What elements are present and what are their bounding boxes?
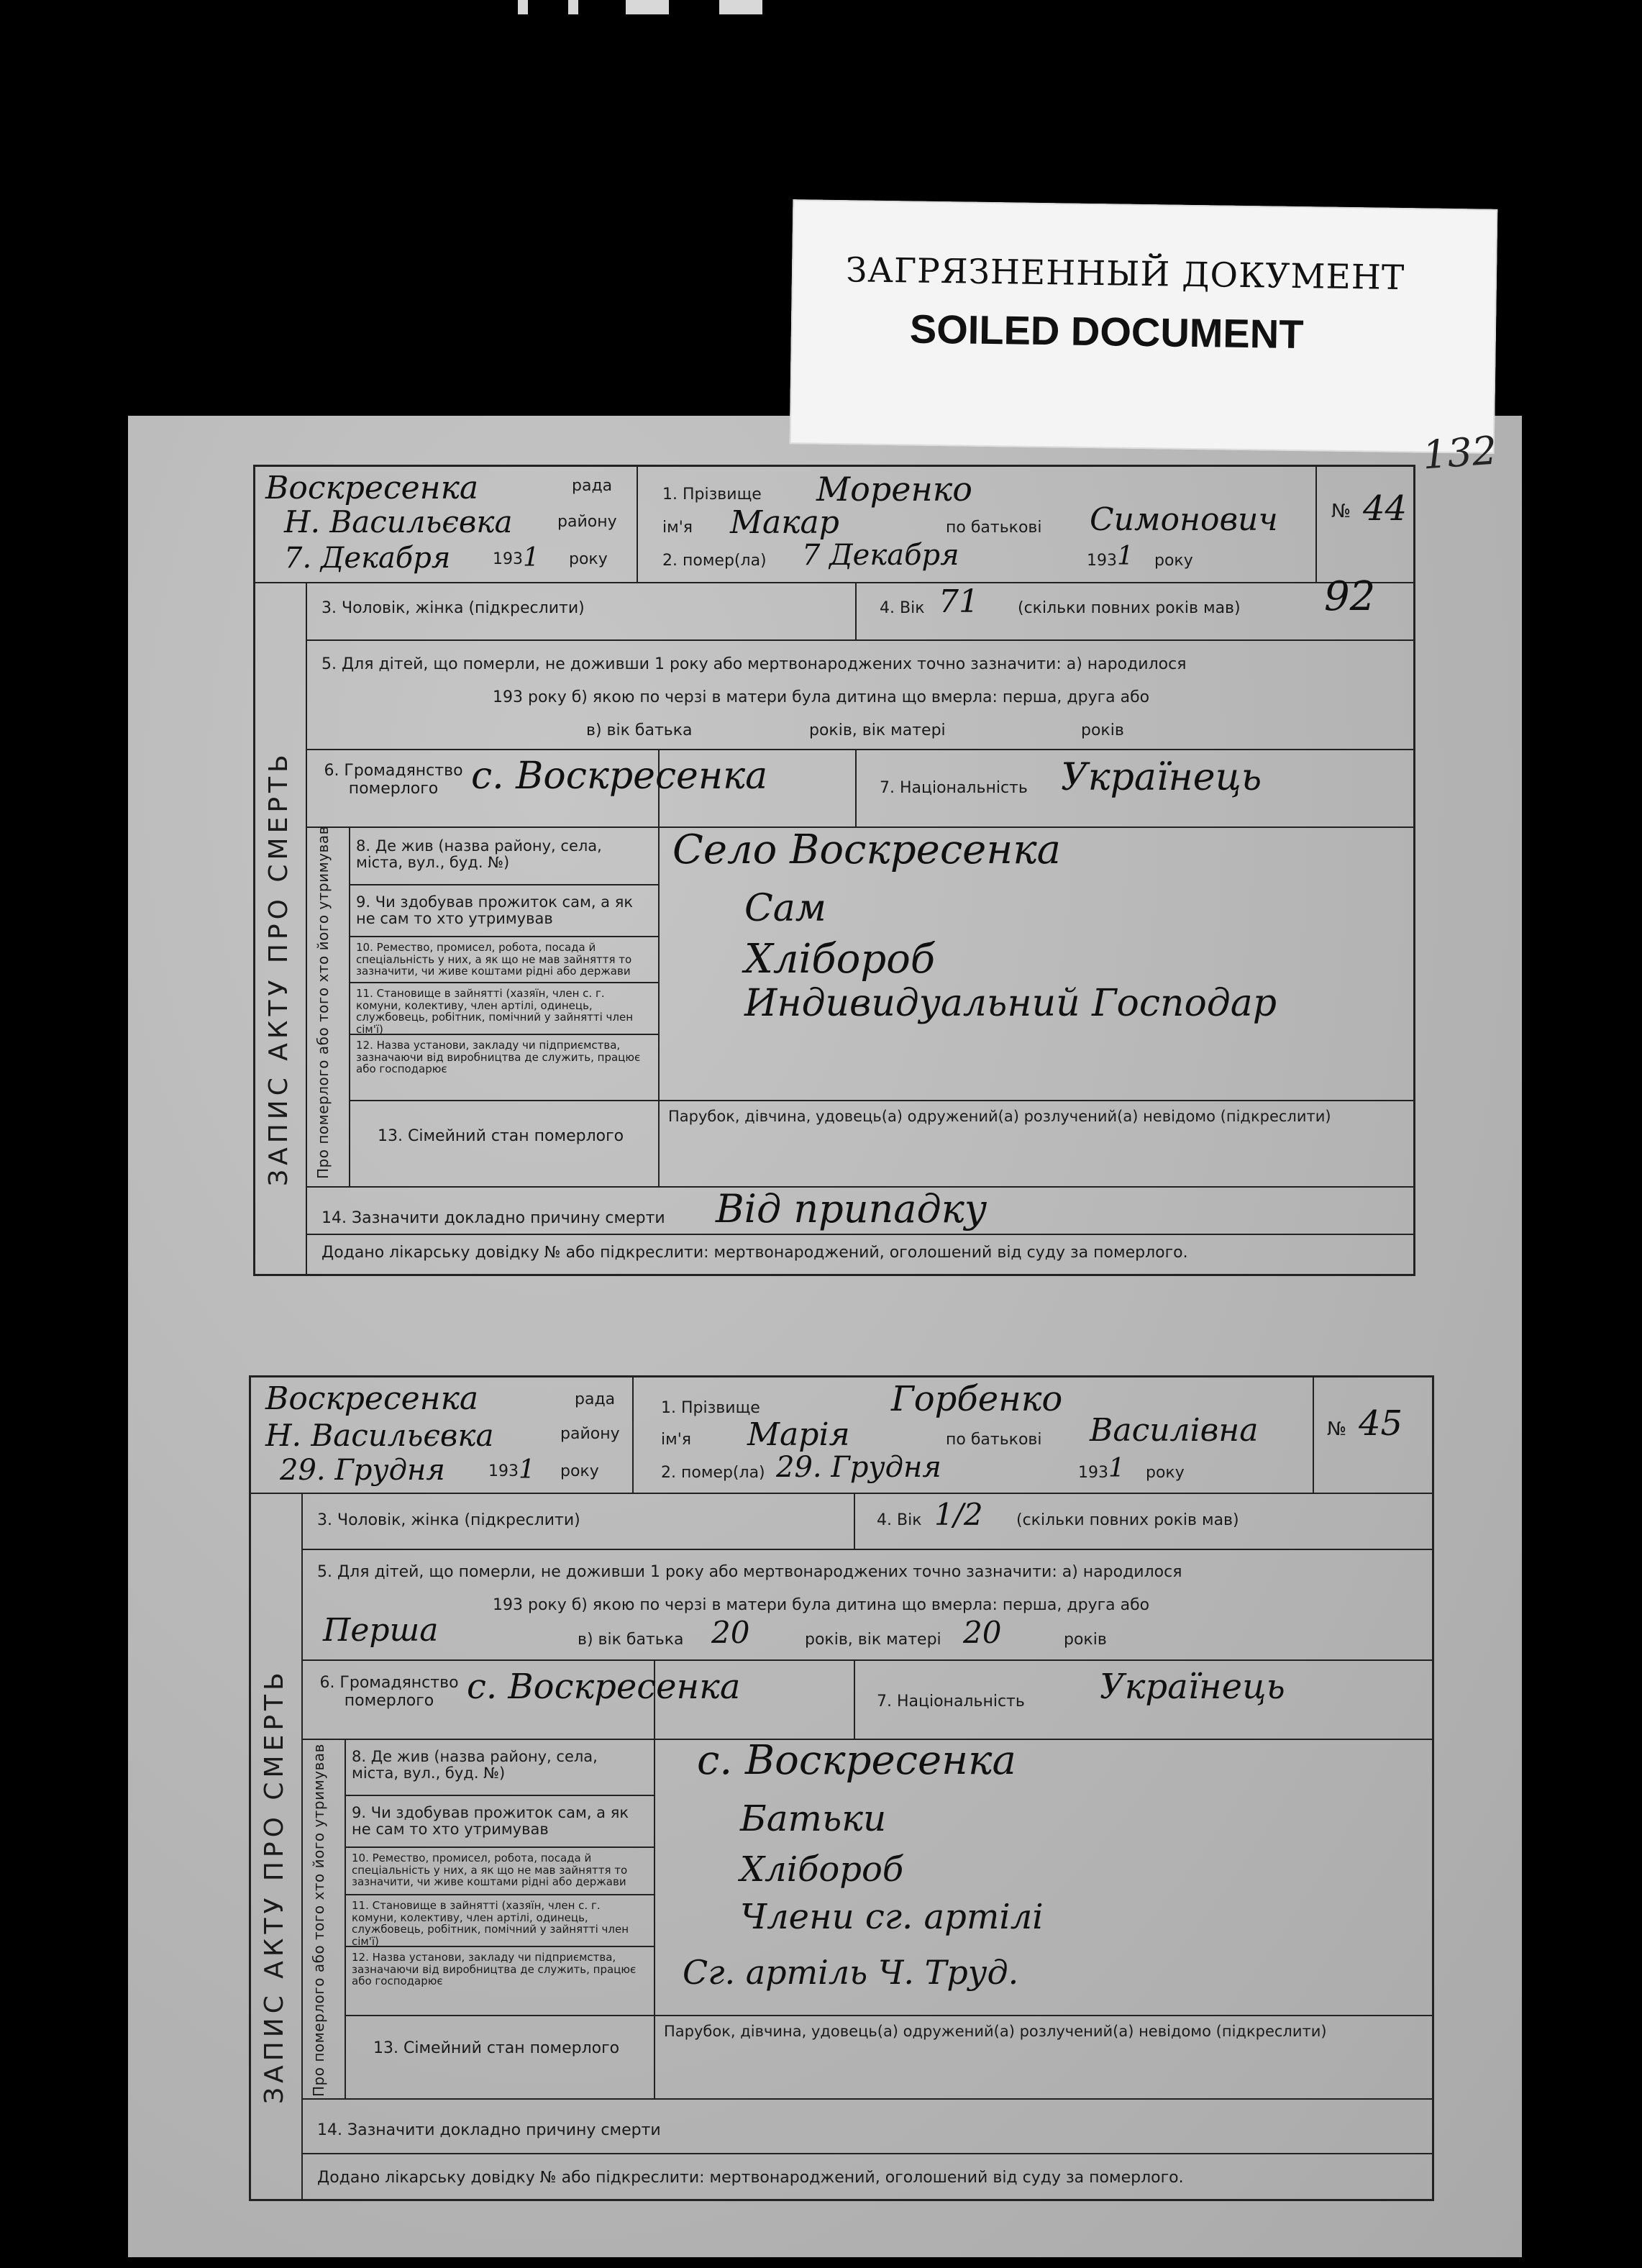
years-end-label: років: [1064, 1631, 1107, 1649]
q14-label: 14. Зазначити докладно причину смерти: [317, 2121, 661, 2139]
vertical-title: ЗАПИС АКТУ ПРО СМЕРТЬ: [260, 1668, 289, 2104]
father-age-value: 20: [711, 1615, 750, 1650]
surname-value: Моренко: [816, 470, 972, 509]
age-note: (скільки повних років мав): [1018, 599, 1241, 617]
death-year-suffix: року: [1154, 552, 1193, 570]
citizenship-value: с. Воскресенка: [467, 1667, 741, 1707]
age-label: 4. Вік: [877, 1511, 922, 1529]
surname-value: Горбенко: [891, 1379, 1063, 1419]
children-line3: в) вік батька: [586, 721, 693, 739]
death-date-value: 29. Грудня: [776, 1451, 941, 1484]
livelihood-value: Батьки: [740, 1798, 887, 1839]
raion-value: Н. Васильєвка: [284, 504, 513, 539]
rada-value: Воскресенка: [265, 1380, 479, 1417]
vertical-side-label: Про померлого або того хто його утримував: [310, 1744, 327, 2097]
children-line1: 5. Для дітей, що померли, не доживши 1 року або мертвонароджених точно зазначити: а) народилося: [317, 1563, 1182, 1581]
children-line2: 193 року б) якою по черзі в матери була дитина що вмерла: перша, друга або: [493, 688, 1150, 706]
nationality-label: 7. Національність: [880, 779, 1028, 797]
death-year-suffix: року: [1146, 1464, 1185, 1482]
years-label: років, вік матері: [805, 1631, 941, 1649]
children-line2: 193 року б) якою по черзі в матери була дитина що вмерла: перша, друга або: [493, 1596, 1150, 1614]
age-value: 1/2: [934, 1497, 983, 1532]
q11-label: 11. Становище в зайнятті (хазяїн, член с. г. комуни, колективу, член артілі, одинець, службовець, робітник, помічний у зайнятті член сім'ї): [356, 987, 634, 1036]
citizenship-value: с. Воскресенка: [471, 755, 768, 798]
nationality-label: 7. Національність: [877, 1693, 1025, 1711]
edge-marks: [518, 0, 777, 16]
patronymic-label: по батькові: [946, 519, 1042, 537]
died-label: 2. помер(ла): [662, 552, 767, 570]
number-sign: №: [1331, 501, 1351, 522]
q13-label: 13. Сімейний стан померлого: [373, 2039, 620, 2057]
citizenship-label: 6. Громадянство померлого: [324, 762, 463, 798]
patronymic-value: Симонович: [1090, 501, 1278, 538]
patronymic-label: по батькові: [946, 1431, 1042, 1449]
q10-label: 10. Ремество, промисел, робота, посада й спеціальність у них, а як що не мав зайняття то зазначити, чи живе коштами рідні або держави: [352, 1852, 628, 1888]
reg-year-digit: 1: [519, 1455, 535, 1485]
age-value: 71: [939, 583, 979, 620]
record-number: 44: [1363, 488, 1408, 529]
rada-label: рада: [575, 1390, 616, 1408]
status-value: Члени сг. артілі: [740, 1897, 1044, 1937]
death-year-prefix: 193: [1078, 1464, 1108, 1482]
q9-label: 9. Чи здобував прожиток сам, а як не сам то хто утримував: [356, 893, 634, 928]
reg-year-suffix: року: [560, 1462, 599, 1480]
death-year-prefix: 193: [1087, 552, 1117, 570]
status-value: Индивидуальний Господар: [744, 982, 1277, 1025]
number-sign: №: [1327, 1418, 1347, 1440]
occupation-value: Хлібороб: [744, 936, 936, 983]
name-label: ім'я: [662, 519, 693, 537]
soiled-label-en: SOILED DOCUMENT: [909, 306, 1304, 357]
q13-options: Парубок, дівчина, удовець(а) одружений(а) розлучений(а) невідомо (підкреслити): [668, 1108, 1331, 1125]
years-end-label: років: [1081, 721, 1124, 739]
sheet-number: 132: [1420, 427, 1499, 478]
cause-value: Від припадку: [716, 1186, 988, 1231]
q14-label: 14. Зазначити докладно причину смерти: [321, 1209, 665, 1227]
years-label: років, вік матері: [809, 721, 946, 739]
reg-year-prefix: 193: [488, 1462, 519, 1480]
q13-label: 13. Сімейний стан померлого: [378, 1127, 624, 1145]
soiled-label: [790, 199, 1498, 454]
q11-label: 11. Становище в зайнятті (хазяїн, член с. г. комуни, колективу, член артілі, одинець, службовець, робітник, помічний у зайнятті член сім'ї): [352, 1899, 629, 1948]
q13-options: Парубок, дівчина, удовець(а) одружений(а) розлучений(а) невідомо (підкреслити): [664, 2023, 1327, 2040]
reg-date-value: 29. Грудня: [280, 1454, 445, 1487]
vertical-side-label: Про померлого або того хто його утримував: [314, 826, 332, 1179]
footer-text: Додано лікарську довідку № або підкреслити: мертвонароджений, оголошений від суду за померлого.: [317, 2169, 1184, 2187]
nationality-value: Українець: [1100, 1667, 1285, 1707]
name-label: ім'я: [661, 1431, 691, 1449]
raion-label: району: [560, 1425, 620, 1443]
surname-label: 1. Прізвище: [662, 486, 762, 504]
vertical-title: ЗАПИС АКТУ ПРО СМЕРТЬ: [264, 750, 293, 1186]
death-year-digit: 1: [1108, 1454, 1125, 1483]
residence-value: Село Воскресенка: [672, 826, 1062, 873]
livelihood-value: Сам: [744, 887, 826, 930]
q8-label: 8. Де жив (назва району, села, міста, вул., буд. №): [356, 837, 602, 872]
reg-date-value: 7. Декабря: [284, 542, 451, 575]
q12-label: 12. Назва установи, закладу чи підприємства, зазначаючи від виробництва де служить, працює або господарює: [356, 1039, 641, 1075]
record-number: 45: [1359, 1403, 1403, 1444]
employer-value: Сг. артіль Ч. Труд.: [683, 1953, 1019, 1992]
q8-label: 8. Де жив (назва району, села, міста, вул., буд. №): [352, 1748, 598, 1782]
q12-label: 12. Назва установи, закладу чи підприємства, зазначаючи від виробництва де служить, працює або господарює: [352, 1951, 637, 1987]
nationality-value: Українець: [1061, 756, 1262, 799]
age-margin-note: 92: [1324, 573, 1376, 620]
occupation-value: Хлібороб: [740, 1849, 904, 1890]
rada-value: Воскресенка: [265, 470, 479, 506]
children-line3: в) вік батька: [578, 1631, 684, 1649]
death-year-digit: 1: [1117, 542, 1134, 571]
record-form-2: [249, 1375, 1434, 2201]
patronymic-value: Василівна: [1090, 1412, 1259, 1449]
reg-year-prefix: 193: [493, 550, 523, 568]
name-value: Марія: [747, 1416, 850, 1453]
raion-label: району: [557, 513, 617, 531]
children-order-value: Перша: [323, 1612, 439, 1649]
citizenship-label: 6. Громадянство померлого: [319, 1674, 459, 1711]
name-value: Макар: [730, 504, 839, 541]
q9-label: 9. Чи здобував прожиток сам, а як не сам то хто утримував: [352, 1804, 629, 1839]
record-form-1: [253, 465, 1415, 1276]
rada-label: рада: [572, 477, 613, 495]
footer-text: Додано лікарську довідку № або підкреслити: мертвонароджений, оголошений від суду за померлого.: [321, 1244, 1188, 1262]
mother-age-value: 20: [963, 1615, 1002, 1650]
sex-label: 3. Чоловік, жінка (підкреслити): [317, 1511, 580, 1529]
reg-year-suffix: року: [569, 550, 608, 568]
surname-label: 1. Прізвище: [661, 1399, 760, 1417]
died-label: 2. помер(ла): [661, 1464, 765, 1482]
age-label: 4. Вік: [880, 599, 925, 617]
raion-value: Н. Васильєвка: [265, 1418, 494, 1453]
soiled-label-ru: ЗАГРЯЗНЕННЫЙ ДОКУМЕНТ: [845, 250, 1405, 299]
residence-value: с. Воскресенка: [697, 1737, 1016, 1784]
sex-label: 3. Чоловік, жінка (підкреслити): [321, 599, 585, 617]
death-date-value: 7 Декабря: [802, 539, 959, 572]
q10-label: 10. Ремество, промисел, робота, посада й спеціальність у них, а як що не мав зайняття то зазначити, чи живе коштами рідні або держави: [356, 941, 632, 978]
age-note: (скільки повних років мав): [1016, 1511, 1239, 1529]
children-line1: 5. Для дітей, що померли, не доживши 1 року або мертвонароджених точно зазначити: а) народилося: [321, 655, 1187, 673]
reg-year-digit: 1: [523, 543, 539, 573]
